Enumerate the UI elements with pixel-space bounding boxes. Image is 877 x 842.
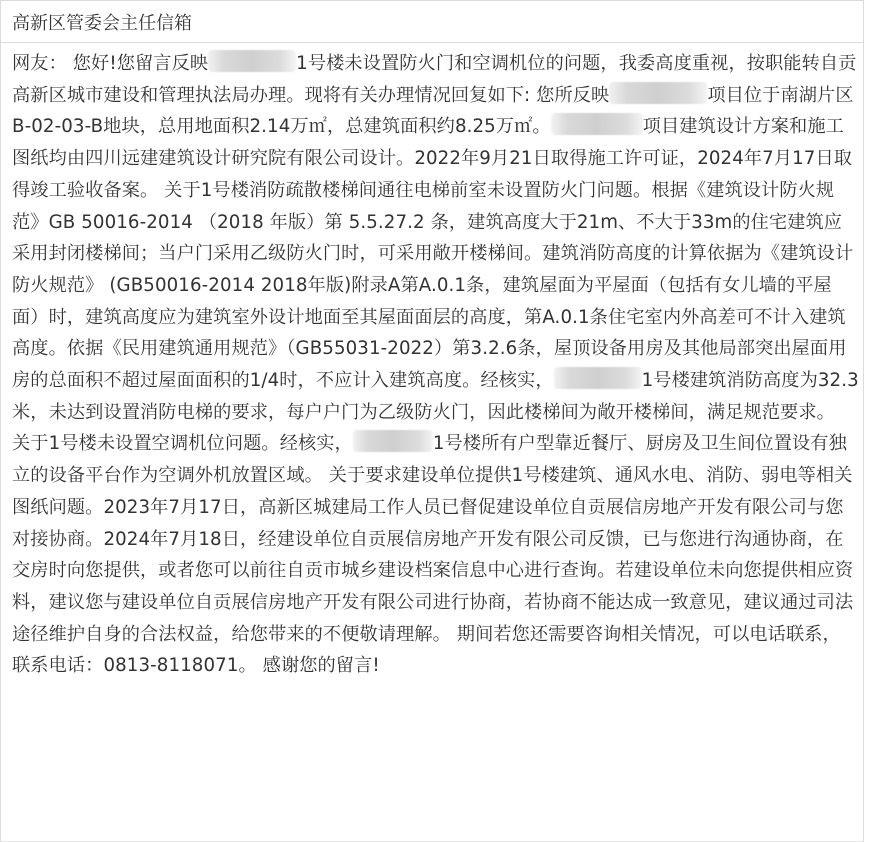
- reply-text-segment: 1号楼未设置防火门和空调机位的问题，我委高度重视，按职能转自贡高新区城市建设和管理执法局办理。现将有关办理情况回复如下: 您所反映: [12, 53, 857, 106]
- mailbox-title: 高新区管委会主任信箱: [12, 12, 192, 34]
- reply-text-segment: 1号楼建筑消防高度为32.3米，未达到设置消防电梯的要求，每户户门为乙级防火门，因此楼梯间为敞开楼梯间，满足规范要求。 关于1号楼未设置空调机位问题。经核实，: [12, 370, 859, 455]
- redacted-project-name: [609, 82, 707, 104]
- redacted-project-name: [551, 113, 643, 135]
- reply-text-segment: 项目位于南湖片区B-02-03-B地块，总用地面积2.14万㎡，总建筑面积约8.25万㎡。: [12, 84, 854, 138]
- reply-text-segment: 网友： 您好!您留言反映: [12, 53, 209, 74]
- mailbox-title-row: [1, 1, 863, 43]
- redacted-project-name: [554, 367, 642, 389]
- reply-body: [1, 43, 863, 682]
- redacted-project-name: [353, 430, 433, 452]
- reply-text-segment: 项目建筑设计方案和施工图纸均由四川远建建筑设计研究院有限公司设计。2022年9月21日取得施工许可证，2024年7月17日取得竣工验收备案。 关于1号楼消防疏散楼梯间通往电梯前室未设置防火门问题。根据《建筑设计防火规范》GB 50016-2014 （2018 年版）第 5.5.27.2 条，建筑高度大于21m、不大于33m的住宅建筑应采用封闭楼梯间；当户门采用乙级防火门时，可采用敞开楼梯间。建筑消防高度的计算依据为《建筑设计防火规范》 (GB50016-2014 2018年版)附录A第A.0.1条，建筑屋面为平屋面（包括有女儿墙的平屋面）时，建筑高度应为建筑室外设计地面至其屋面面层的高度，第A.0.1条住宅室内外高差可不计入建筑高度。依据《民用建筑通用规范》（GB55031-2022）第3.2.6条，屋顶设备用房及其他局部突出屋面用房的总面积不超过屋面面积的1/4时，不应计入建筑高度。经核实，: [12, 116, 854, 392]
- redacted-project-name: [208, 50, 296, 72]
- reply-text-segment: 1号楼所有户型靠近餐厅、厨房及卫生间位置设有独立的设备平台作为空调外机放置区域。 关于要求建设单位提供1号楼建筑、通风水电、消防、弱电等相关图纸问题。2023年7月17日，高新区城建局工作人员已督促建设单位自贡展信房地产开发有限公司与您对接协商。2024年7月18日，经建设单位自贡展信房地产开发有限公司反馈，已与您进行沟通协商，在交房时向您提供，或者您可以前往自贡市城乡建设档案信息中心进行查询。若建设单位未向您提供相应资料，建议您与建设单位自贡展信房地产开发有限公司进行协商，若协商不能达成一致意见，建议通过司法途径维护自身的合法权益，给您带来的不便敬请理解。 期间若您还需要咨询相关情况，可以电话联系，联系电话：0813-8118071。 感谢您的留言!: [12, 433, 854, 677]
